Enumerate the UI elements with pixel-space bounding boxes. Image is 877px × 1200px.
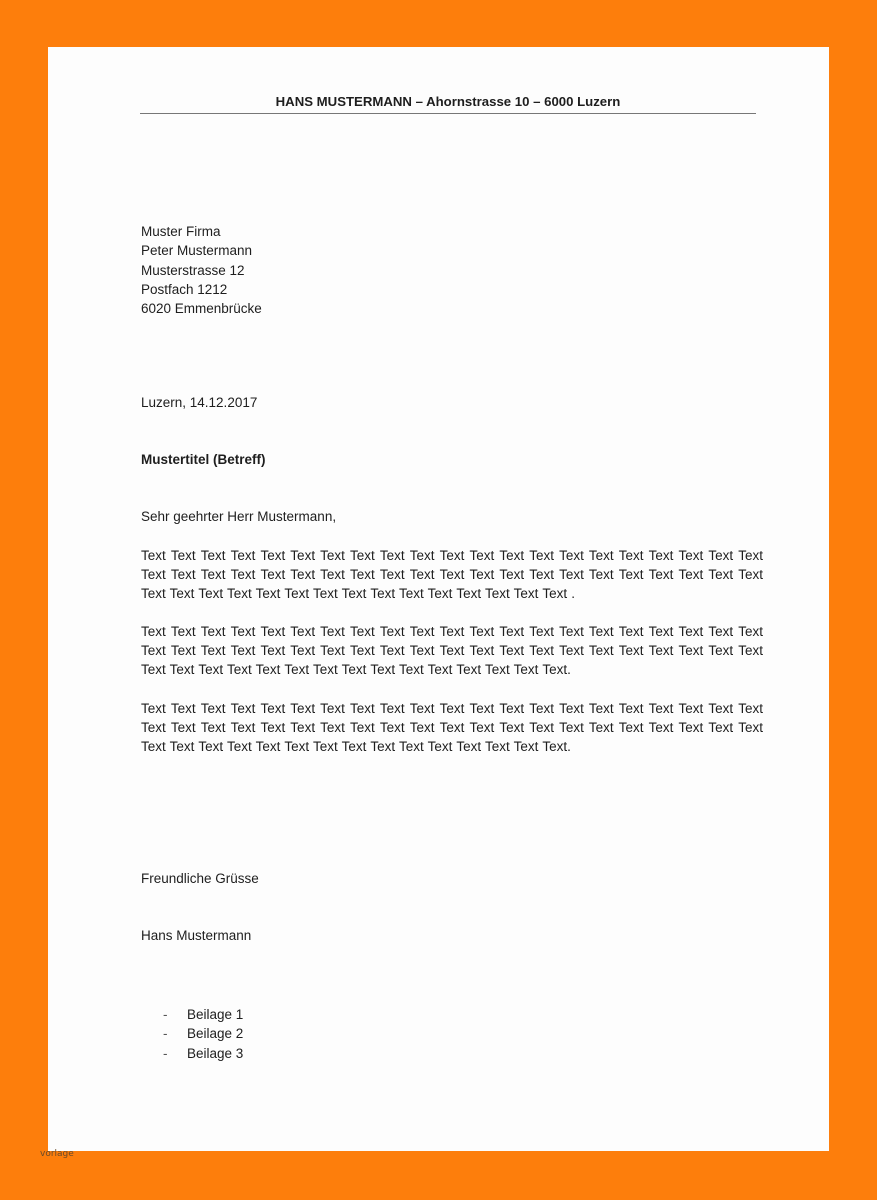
- recipient-company: Muster Firma: [141, 224, 221, 239]
- salutation: Sehr geehrter Herr Mustermann,: [141, 509, 337, 524]
- list-marker: -: [163, 1026, 168, 1042]
- list-marker: -: [163, 1045, 168, 1061]
- letter-date: Luzern, 14.12.2017: [141, 395, 258, 410]
- recipient-city: 6020 Emmenbrücke: [141, 301, 262, 317]
- signature-name: Hans Mustermann: [141, 928, 252, 943]
- recipient-name: Peter Mustermann: [141, 243, 253, 259]
- letter-body: [141, 546, 763, 775]
- list-item: [163, 1044, 243, 1063]
- letterhead: HANS MUSTERMANN – Ahornstrasse 10 – 6000 Luzern: [275, 94, 621, 109]
- enclosure-list: [163, 1005, 243, 1063]
- body-paragraph: Text Text Text Text Text Text Text Text Text Text Text Text Text Text Text Text Text Text Text Text Text Text Text Text Text Text Text Text Text Text Text Text Text Text Text Text Text Text Text Text Text Text Text Text Text Text Text Text Text Text Text Text Text Text Text Text Text.: [141, 700, 763, 754]
- body-paragraph: Text Text Text Text Text Text Text Text Text Text Text Text Text Text Text Text Text Text Text Text Text Text Text Text Text Text Text Text Text Text Text Text Text Text Text Text Text Text Text Text Text Text Text Text Text Text Text Text Text Text Text Text Text Text Text Text Text.: [141, 624, 763, 678]
- list-marker: -: [163, 1007, 168, 1022]
- letter-page: [48, 47, 829, 1151]
- enclosure-label: Beilage 3: [187, 1045, 244, 1061]
- list-item: [163, 1005, 243, 1024]
- body-paragraph: Text Text Text Text Text Text Text Text Text Text Text Text Text Text Text Text Text Text Text Text Text Text Text Text Text Text Text Text Text Text Text Text Text Text Text Text Text Text Text Text Text Text Text Text Text Text Text Text Text Text Text Text Text Text Text Text Text .: [141, 548, 763, 602]
- recipient-address: [141, 222, 262, 318]
- letter-subject: Mustertitel (Betreff): [141, 452, 266, 467]
- enclosure-label: Beilage 2: [187, 1026, 244, 1042]
- letterhead-divider: [140, 113, 756, 114]
- closing: Freundliche Grüsse: [141, 871, 259, 886]
- watermark-text: vorlage: [40, 1149, 74, 1159]
- recipient-po-box: Postfach 1212: [141, 281, 228, 297]
- recipient-street: Musterstrasse 12: [141, 262, 245, 278]
- enclosure-label: Beilage 1: [187, 1007, 244, 1022]
- list-item: [163, 1024, 243, 1043]
